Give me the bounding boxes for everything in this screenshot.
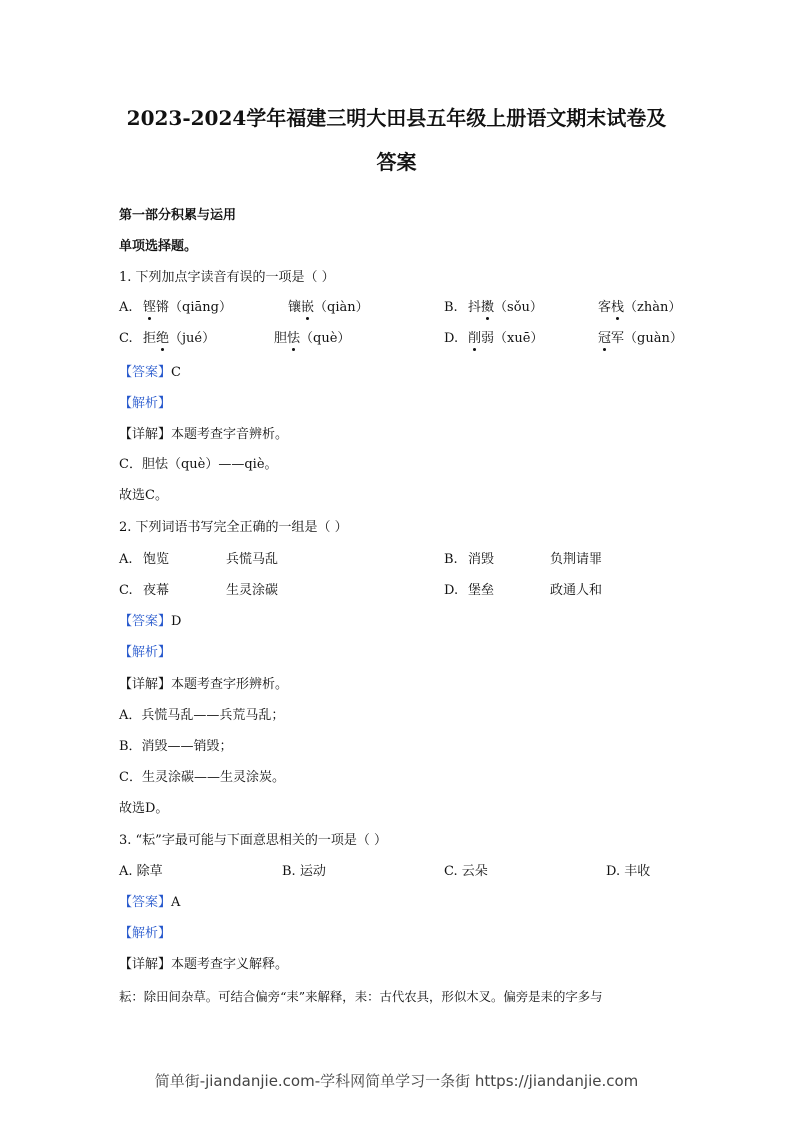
q1-conclusion: 故选C。 [119,488,168,503]
answer-tag: 【答案】 [119,614,172,629]
dotted-char: 铿 [143,300,157,315]
q2-option-d-word-2: 政通人和 [550,583,603,598]
q2-explanation-1: A．兵慌马乱——兵荒马乱； [119,708,285,723]
q2-option-c-label: C. [119,583,133,598]
q2-stem: 2. 下列词语书写完全正确的一组是（ ） [119,520,348,535]
q2-option-a-word-1: 饱览 [143,552,170,567]
dotted-char: 冠 [598,331,612,346]
q2-answer [119,612,181,632]
q3-stem: 3. “耘”字最可能与下面意思相关的一项是（ ） [119,833,387,848]
dotted-char: 栈 [611,300,625,315]
answer-value: D [171,614,182,629]
answer-tag: 【答案】 [119,365,172,380]
q3-explanation-1: 耘：除田间杂草。可结合偏旁“耒”来解释，耒：古代农具，形似木叉。偏旁是耒的字多与 [119,989,603,1004]
q2-explanation-2: B．消毁——销毁； [119,739,233,754]
dotted-char: 怯 [287,331,301,346]
document-title [90,96,703,184]
q3-detail: 【详解】本题考查字义解释。 [119,957,289,972]
section-heading: 第一部分积累与运用 [119,208,237,223]
q3-option-d: D. 丰收 [606,864,651,879]
dotted-char: 绝 [156,331,170,346]
q1-option-d-label: D. [444,331,459,346]
q1-answer [119,363,181,383]
q1-explanation-1: C．胆怯（què）——qiè。 [119,457,278,472]
q2-option-a-word-2: 兵慌马乱 [226,552,279,567]
q2-option-d-label: D. [444,583,459,598]
q1-option-c-word-1: 拒绝（jué） [143,331,216,346]
page-footer: 简单街-jiandanjie.com-学科网简单学习一条街 https://jiandanjie.com [154,1072,639,1090]
q2-conclusion: 故选D。 [119,801,169,816]
q1-option-b-label: B. [444,300,458,315]
q1-option-d-word-2: 冠军（guàn） [598,331,683,346]
q1-option-a-label: A. [119,300,133,315]
dotted-char: 削 [468,331,482,346]
q2-detail: 【详解】本题考查字形辨析。 [119,677,289,692]
answer-value: A [171,895,181,910]
title-line-1: 2023-2024学年福建三明大田县五年级上册语文期末试卷及 [126,106,667,130]
q1-option-b-word-1: 抖擞（sǒu） [468,300,543,315]
q1-option-a-word-2: 镶嵌（qiàn） [288,300,369,315]
q3-analysis-tag: 【解析】 [119,926,172,941]
q1-option-a-word-1: 铿锵（qiāng） [143,300,232,315]
q3-option-c: C. 云朵 [444,864,488,879]
subsection-heading: 单项选择题。 [119,239,198,254]
q1-analysis-tag: 【解析】 [119,396,172,411]
q2-analysis-tag: 【解析】 [119,645,172,660]
q2-option-c-word-2: 生灵涂碳 [226,583,279,598]
q2-option-b-word-2: 负荆请罪 [550,552,603,567]
q3-option-b: B. 运动 [282,864,326,879]
q1-option-c-label: C. [119,331,133,346]
q1-option-b-word-2: 客栈（zhàn） [598,300,682,315]
q1-detail: 【详解】本题考查字音辨析。 [119,427,289,442]
q2-explanation-3: C．生灵涂碳——生灵涂炭。 [119,770,285,785]
q1-option-c-word-2: 胆怯（què） [274,331,351,346]
dotted-char: 嵌 [301,300,315,315]
q2-option-b-label: B. [444,552,458,567]
q1-option-d-word-1: 削弱（xuē） [468,331,544,346]
q2-option-b-word-1: 消毁 [468,552,495,567]
dotted-char: 擞 [481,300,495,315]
answer-value: C [171,365,181,380]
q2-option-a-label: A. [119,552,133,567]
q2-option-c-word-1: 夜幕 [143,583,170,598]
q2-option-d-word-1: 堡垒 [468,583,495,598]
title-line-2: 答案 [376,150,417,174]
answer-tag: 【答案】 [119,895,172,910]
q3-option-a: A. 除草 [119,864,163,879]
q3-answer [119,893,180,913]
q1-stem: 1. 下列加点字读音有误的一项是（ ） [119,270,335,285]
